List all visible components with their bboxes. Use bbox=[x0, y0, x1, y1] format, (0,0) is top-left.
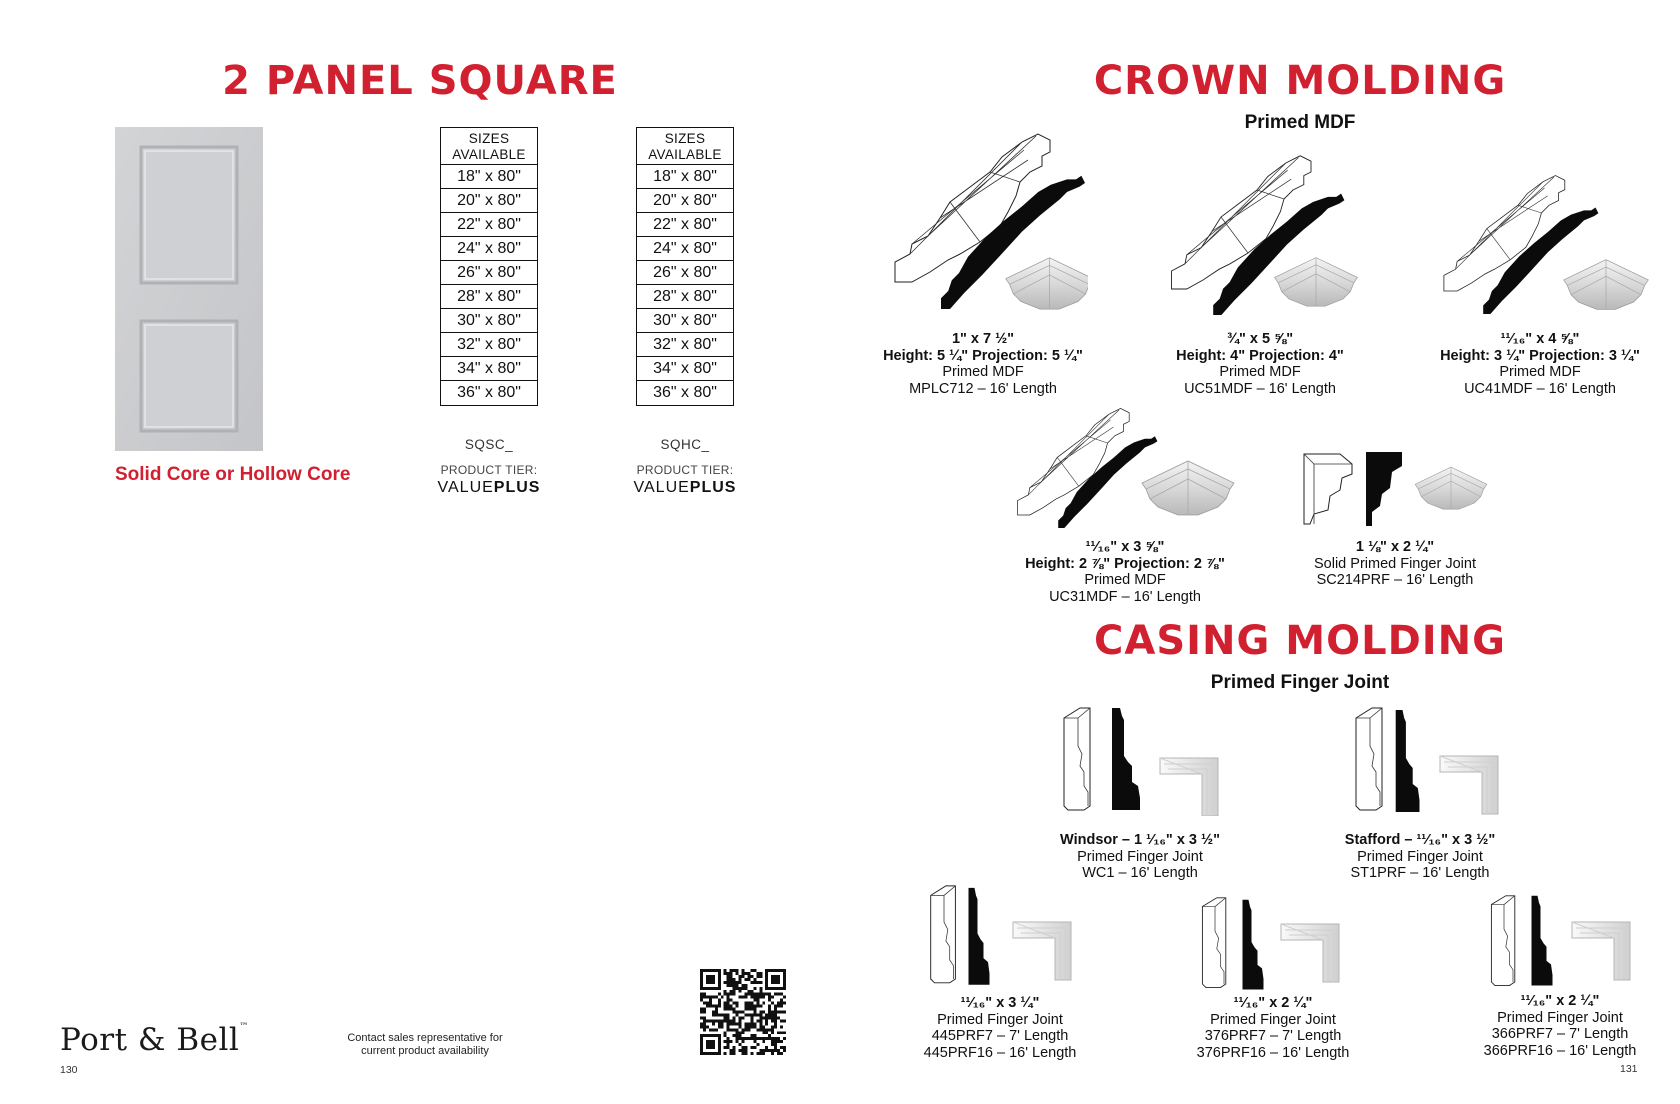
casing-molding-drawing-5 bbox=[1486, 892, 1646, 988]
size-row: 20" x 80" bbox=[441, 189, 537, 213]
size-row: 34" x 80" bbox=[637, 357, 733, 381]
casing-title: CASING MOLDING bbox=[1094, 618, 1506, 664]
crown-caption-3: ¹¹⁄₁₆" x 4 ⅝" Height: 3 ¼" Projection: 3 ¼" Primed MDF UC41MDF – 16' Length bbox=[1440, 331, 1640, 397]
door-image bbox=[115, 127, 263, 451]
casing-caption-5: ¹¹⁄₁₆" x 2 ¼" Primed Finger Joint 366PRF7 – 7' Length 366PRF16 – 16' Length bbox=[1483, 993, 1637, 1059]
crown-caption-4: ¹¹⁄₁₆" x 3 ⅝" Height: 2 ⅞" Projection: 2 ⅞" Primed MDF UC31MDF – 16' Length bbox=[1025, 539, 1225, 605]
crown-caption-5: 1 ⅛" x 2 ¼" Solid Primed Finger Joint SC214PRF – 16' Length bbox=[1314, 539, 1476, 588]
contact-note: Contact sales representative for current product availability bbox=[347, 1032, 503, 1057]
size-row: 36" x 80" bbox=[653, 384, 717, 401]
page-number-left: 130 bbox=[60, 1064, 78, 1076]
size-row: 30" x 80" bbox=[637, 309, 733, 333]
product-tier-value: VALUEPLUS bbox=[633, 479, 737, 496]
casing-molding-drawing-4 bbox=[1197, 896, 1357, 992]
product-tier-label: PRODUCT TIER: bbox=[636, 463, 734, 477]
size-row: 28" x 80" bbox=[637, 285, 733, 309]
crown-molding-drawing-5 bbox=[1300, 450, 1500, 530]
casing-caption-1: Windsor – 1 ¹⁄₁₆" x 3 ½" Primed Finger Joint WC1 – 16' Length bbox=[1060, 832, 1220, 881]
size-row: 32" x 80" bbox=[637, 333, 733, 357]
size-row: 20" x 80" bbox=[637, 189, 733, 213]
product-tier-label: PRODUCT TIER: bbox=[440, 463, 538, 477]
door-title: 2 PANEL SQUARE bbox=[222, 58, 618, 104]
size-row: 30" x 80" bbox=[441, 309, 537, 333]
brand-logo: Port & Bell™ bbox=[60, 1022, 249, 1058]
casing-caption-4: ¹¹⁄₁₆" x 2 ¼" Primed Finger Joint 376PRF7 – 7' Length 376PRF16 – 16' Length bbox=[1196, 995, 1350, 1061]
casing-caption-2: Stafford – ¹¹⁄₁₆" x 3 ½" Primed Finger Joint ST1PRF – 16' Length bbox=[1344, 832, 1496, 881]
product-code-solid: SQSC_ bbox=[464, 437, 514, 452]
casing-subtitle: Primed Finger Joint bbox=[1210, 672, 1390, 693]
crown-caption-1: 1" x 7 ½" Height: 5 ¼" Projection: 5 ¼" Primed MDF MPLC712 – 16' Length bbox=[883, 331, 1083, 397]
sizes-table-hollow bbox=[636, 127, 734, 406]
size-row: 24" x 80" bbox=[441, 237, 537, 261]
size-row: 18" x 80" bbox=[441, 165, 537, 189]
crown-title: CROWN MOLDING bbox=[1093, 58, 1507, 104]
crown-subtitle: Primed MDF bbox=[1244, 112, 1356, 133]
size-row: 18" x 80" bbox=[637, 165, 733, 189]
product-code-hollow: SQHC_ bbox=[660, 437, 710, 452]
table-header: SIZES AVAILABLE bbox=[637, 128, 733, 165]
table-header: SIZES AVAILABLE bbox=[441, 128, 537, 165]
casing-caption-3: ¹¹⁄₁₆" x 3 ¼" Primed Finger Joint 445PRF7 – 7' Length 445PRF16 – 16' Length bbox=[923, 995, 1077, 1061]
size-row: 34" x 80" bbox=[441, 357, 537, 381]
crown-molding-drawing-2 bbox=[1165, 152, 1365, 322]
size-row: 22" x 80" bbox=[637, 213, 733, 237]
size-row: 22" x 80" bbox=[441, 213, 537, 237]
size-row: 24" x 80" bbox=[637, 237, 733, 261]
crown-molding-drawing-1 bbox=[888, 130, 1088, 320]
size-row: 26" x 80" bbox=[637, 261, 733, 285]
size-row: 32" x 80" bbox=[441, 333, 537, 357]
crown-molding-drawing-4 bbox=[1012, 405, 1242, 530]
size-row: 26" x 80" bbox=[441, 261, 537, 285]
crown-molding-drawing-3 bbox=[1438, 172, 1658, 322]
crown-caption-2: ¾" x 5 ⅝" Height: 4" Projection: 4" Primed MDF UC51MDF – 16' Length bbox=[1176, 331, 1344, 397]
page-number-right: 131 bbox=[1620, 1063, 1638, 1075]
qr-code[interactable] bbox=[700, 969, 786, 1055]
casing-molding-drawing-2 bbox=[1350, 704, 1520, 816]
product-tier-value: VALUEPLUS bbox=[437, 479, 541, 496]
size-row: 36" x 80" bbox=[457, 384, 521, 401]
casing-molding-drawing-1 bbox=[1058, 704, 1228, 816]
size-row: 28" x 80" bbox=[441, 285, 537, 309]
casing-molding-drawing-3 bbox=[925, 882, 1085, 988]
sizes-table-solid bbox=[440, 127, 538, 406]
core-note: Solid Core or Hollow Core bbox=[115, 464, 351, 485]
